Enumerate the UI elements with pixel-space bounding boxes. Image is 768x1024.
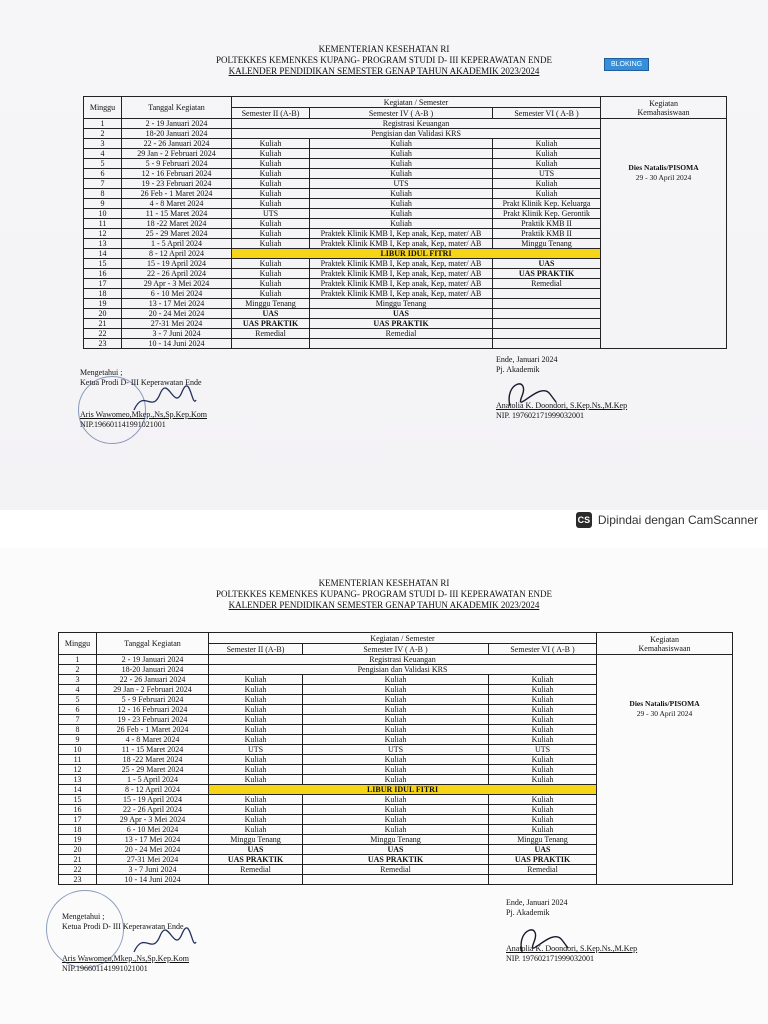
cell-minggu: 17 [84, 279, 122, 289]
cell-sem2: Kuliah [232, 219, 310, 229]
cell-sem4: UTS [303, 745, 489, 755]
cell-tanggal: 11 - 15 Maret 2024 [97, 745, 209, 755]
cell-sem6: UAS PRAKTIK [489, 855, 597, 865]
cell-sem6 [493, 339, 601, 349]
cell-minggu: 18 [84, 289, 122, 299]
scan-page-2 [0, 548, 768, 1024]
cell-minggu: 1 [84, 119, 122, 129]
cell-sem2: Kuliah [209, 825, 303, 835]
cell-sem6: Kuliah [489, 795, 597, 805]
cell-minggu: 13 [59, 775, 97, 785]
cell-minggu: 12 [59, 765, 97, 775]
cell-minggu: 20 [59, 845, 97, 855]
dies-natalis-title: Dies Natalis/PISOMA [629, 699, 700, 708]
cell-sem4 [303, 875, 489, 885]
cell-kegiatan-span: LIBUR IDUL FITRI [232, 249, 601, 259]
cell-kegiatan-span: Pengisian dan Validasi KRS [209, 665, 597, 675]
cell-tanggal: 18-20 Januari 2024 [122, 129, 232, 139]
cell-sem4: Praktek Klinik KMB I, Kep anak, Kep, mater/ AB [310, 289, 493, 299]
cell-sem2: UAS [232, 309, 310, 319]
cell-sem4: Kuliah [303, 675, 489, 685]
cell-sem6: Kuliah [489, 705, 597, 715]
cell-sem6: Minggu Tenang [493, 239, 601, 249]
signature-scribble [500, 372, 560, 412]
cell-sem4: Kuliah [303, 725, 489, 735]
cell-tanggal: 18 -22 Maret 2024 [97, 755, 209, 765]
cell-sem2: Kuliah [209, 685, 303, 695]
cell-sem4: UAS PRAKTIK [303, 855, 489, 865]
cell-tanggal: 6 - 10 Mei 2024 [122, 289, 232, 299]
cell-tanggal: 4 - 8 Maret 2024 [97, 735, 209, 745]
col-sem4: Semester IV ( A-B ) [303, 644, 489, 655]
cell-sem6: Praktik KMB II [493, 219, 601, 229]
cell-sem6: UAS [489, 845, 597, 855]
cell-tanggal: 25 - 29 Maret 2024 [122, 229, 232, 239]
col-kegiatan: Kegiatan / Semester [232, 97, 601, 108]
cell-sem2: Kuliah [232, 259, 310, 269]
cell-sem6: Praktik KMB II [493, 229, 601, 239]
cell-sem2 [209, 875, 303, 885]
cell-tanggal: 22 - 26 April 2024 [122, 269, 232, 279]
cell-tanggal: 5 - 9 Februari 2024 [97, 695, 209, 705]
cell-sem6 [493, 329, 601, 339]
cell-tanggal: 26 Feb - 1 Maret 2024 [97, 725, 209, 735]
cell-tanggal: 1 - 5 April 2024 [122, 239, 232, 249]
cell-sem2: Kuliah [209, 815, 303, 825]
document-header [0, 44, 768, 77]
cell-sem6 [493, 319, 601, 329]
cell-sem2: Kuliah [232, 149, 310, 159]
cell-sem2: Kuliah [232, 279, 310, 289]
cell-sem6: Remedial [493, 279, 601, 289]
cell-tanggal: 15 - 19 April 2024 [97, 795, 209, 805]
cell-tanggal: 3 - 7 Juni 2024 [97, 865, 209, 875]
col-minggu: Minggu [84, 97, 122, 119]
cell-kegiatan-span: Registrasi Keuangan [232, 119, 601, 129]
col-sem6: Semester VI ( A-B ) [489, 644, 597, 655]
cell-sem2: Kuliah [232, 159, 310, 169]
cell-tanggal: 5 - 9 Februari 2024 [122, 159, 232, 169]
cell-sem6: UTS [493, 169, 601, 179]
cell-minggu: 18 [59, 825, 97, 835]
dies-natalis-dates: 29 - 30 April 2024 [635, 173, 692, 182]
cell-kemahasiswaan [601, 119, 727, 349]
dies-natalis-note [598, 655, 731, 719]
cell-sem4: Kuliah [303, 775, 489, 785]
cell-tanggal: 25 - 29 Maret 2024 [97, 765, 209, 775]
cell-sem2 [232, 339, 310, 349]
cell-sem4: Praktek Klinik KMB I, Kep anak, Kep, mater/ AB [310, 259, 493, 269]
cell-minggu: 17 [59, 815, 97, 825]
cell-tanggal: 1 - 5 April 2024 [97, 775, 209, 785]
cell-sem6: Prakt Klinik Kep. Gerontik [493, 209, 601, 219]
cell-sem4: Praktek Klinik KMB I, Kep anak, Kep, mater/ AB [310, 279, 493, 289]
table-row [59, 655, 733, 665]
cell-minggu: 21 [59, 855, 97, 865]
col-minggu: Minggu [59, 633, 97, 655]
cell-sem6: Kuliah [489, 715, 597, 725]
cell-minggu: 7 [84, 179, 122, 189]
cell-sem2: Kuliah [209, 735, 303, 745]
cell-minggu: 10 [84, 209, 122, 219]
col-tanggal: Tanggal Kegiatan [122, 97, 232, 119]
cell-kegiatan-span: Pengisian dan Validasi KRS [232, 129, 601, 139]
cell-sem4: Kuliah [303, 805, 489, 815]
cell-minggu: 7 [59, 715, 97, 725]
cell-sem6: Minggu Tenang [489, 835, 597, 845]
cell-sem4: Kuliah [310, 139, 493, 149]
cell-tanggal: 18 -22 Maret 2024 [122, 219, 232, 229]
cell-tanggal: 20 - 24 Mei 2024 [122, 309, 232, 319]
cell-sem2: UAS PRAKTIK [232, 319, 310, 329]
cell-sem4 [310, 339, 493, 349]
cell-tanggal: 22 - 26 April 2024 [97, 805, 209, 815]
cell-minggu: 23 [84, 339, 122, 349]
cell-tanggal: 22 - 26 Januari 2024 [97, 675, 209, 685]
cell-sem6: Kuliah [489, 765, 597, 775]
cell-minggu: 3 [84, 139, 122, 149]
signature-right: Ende, Januari 2024 Pj. Akademik Anatolia K. Doondori, S.Kep.Ns.,M.Kep NIP. 197602171999032001 [506, 898, 638, 963]
cell-minggu: 12 [84, 229, 122, 239]
calendar-table [58, 632, 733, 885]
cell-minggu: 22 [59, 865, 97, 875]
cell-sem2: Minggu Tenang [232, 299, 310, 309]
cell-sem6: Kuliah [493, 139, 601, 149]
cell-minggu: 20 [84, 309, 122, 319]
cell-sem2: Kuliah [232, 289, 310, 299]
cell-sem6: Kuliah [493, 179, 601, 189]
cell-sem6: Kuliah [489, 815, 597, 825]
cell-sem2: Kuliah [232, 139, 310, 149]
header-calendar-title: KALENDER PENDIDIKAN SEMESTER GENAP TAHUN AKADEMIK 2023/2024 [228, 66, 540, 76]
cell-minggu: 10 [59, 745, 97, 755]
col-sem2: Semester II (A-B) [232, 108, 310, 119]
cell-minggu: 6 [59, 705, 97, 715]
col-sem4: Semester IV ( A-B ) [310, 108, 493, 119]
cell-sem2: Kuliah [209, 755, 303, 765]
cell-minggu: 9 [84, 199, 122, 209]
cell-sem6: Kuliah [489, 675, 597, 685]
cell-tanggal: 15 - 19 April 2024 [122, 259, 232, 269]
cell-minggu: 14 [84, 249, 122, 259]
cell-sem6: Kuliah [489, 805, 597, 815]
cell-tanggal: 26 Feb - 1 Maret 2024 [122, 189, 232, 199]
dies-natalis-title: Dies Natalis/PISOMA [628, 163, 699, 172]
cell-sem6: Prakt Klinik Kep. Keluarga [493, 199, 601, 209]
cell-sem4: Kuliah [310, 169, 493, 179]
document-header [0, 578, 768, 611]
cell-tanggal: 12 - 16 Februari 2024 [97, 705, 209, 715]
cell-sem4: Minggu Tenang [303, 835, 489, 845]
cell-sem2: Kuliah [232, 239, 310, 249]
cell-minggu: 2 [84, 129, 122, 139]
cell-sem4: Kuliah [303, 685, 489, 695]
cell-tanggal: 19 - 23 Februari 2024 [97, 715, 209, 725]
cell-minggu: 22 [84, 329, 122, 339]
header-institution: POLTEKKES KEMENKES KUPANG- PROGRAM STUDI D- III KEPERAWATAN ENDE [216, 55, 552, 65]
cell-tanggal: 2 - 19 Januari 2024 [122, 119, 232, 129]
cell-minggu: 16 [84, 269, 122, 279]
cell-sem2: Kuliah [232, 179, 310, 189]
cell-sem2: Kuliah [209, 795, 303, 805]
cell-minggu: 11 [59, 755, 97, 765]
col-sem6: Semester VI ( A-B ) [493, 108, 601, 119]
cell-sem6: Kuliah [489, 825, 597, 835]
calendar-body [59, 655, 733, 885]
cell-sem6: Kuliah [493, 159, 601, 169]
cell-sem2: UAS PRAKTIK [209, 855, 303, 865]
cell-kemahasiswaan [597, 655, 733, 885]
cell-minggu: 6 [84, 169, 122, 179]
col-kemahasiswaan: Kegiatan Kemahasiswaan [597, 633, 733, 655]
cell-sem4: Kuliah [310, 149, 493, 159]
signature-left: Mengetahui ; Ketua Prodi D- III Keperawatan Ende Aris Wawomeo,Mkep.,Ns,Sp.Kep.Kom NIP.196601141991021001 [62, 912, 189, 973]
cell-sem2: Kuliah [209, 725, 303, 735]
cell-sem2: Kuliah [209, 765, 303, 775]
cell-sem2: Kuliah [209, 775, 303, 785]
cell-sem2: Kuliah [209, 715, 303, 725]
cell-sem6: Kuliah [489, 685, 597, 695]
calendar-table [83, 96, 727, 349]
cell-sem4: Kuliah [310, 159, 493, 169]
cell-sem6: Kuliah [489, 725, 597, 735]
cell-minggu: 1 [59, 655, 97, 665]
cell-tanggal: 18-20 Januari 2024 [97, 665, 209, 675]
cell-tanggal: 3 - 7 Juni 2024 [122, 329, 232, 339]
cell-minggu: 3 [59, 675, 97, 685]
cell-sem4: UAS PRAKTIK [310, 319, 493, 329]
cell-minggu: 15 [59, 795, 97, 805]
cell-tanggal: 4 - 8 Maret 2024 [122, 199, 232, 209]
cell-sem6 [493, 299, 601, 309]
cell-minggu: 21 [84, 319, 122, 329]
cell-sem2: UTS [209, 745, 303, 755]
cell-tanggal: 10 - 14 Juni 2024 [122, 339, 232, 349]
bloking-badge: BLOKING [604, 58, 649, 71]
cell-kegiatan-span: Registrasi Keuangan [209, 655, 597, 665]
calendar-body [84, 119, 727, 349]
cell-tanggal: 29 Jan - 2 Februari 2024 [97, 685, 209, 695]
cell-sem4: Kuliah [303, 825, 489, 835]
cell-sem4: UAS [303, 845, 489, 855]
cell-sem4: Praktek Klinik KMB I, Kep anak, Kep, mater/ AB [310, 239, 493, 249]
cell-tanggal: 29 Apr - 3 Mei 2024 [122, 279, 232, 289]
cell-sem6: Kuliah [489, 695, 597, 705]
cell-minggu: 14 [59, 785, 97, 795]
signature-scribble [130, 384, 200, 420]
dies-natalis-note [602, 119, 725, 183]
cell-sem4: Kuliah [303, 695, 489, 705]
cell-minggu: 8 [84, 189, 122, 199]
cell-sem4: Praktek Klinik KMB I, Kep anak, Kep, mater/ AB [310, 269, 493, 279]
cell-sem6: Kuliah [489, 775, 597, 785]
cell-sem6 [493, 309, 601, 319]
cell-sem2: Minggu Tenang [209, 835, 303, 845]
cell-tanggal: 29 Apr - 3 Mei 2024 [97, 815, 209, 825]
cell-tanggal: 20 - 24 Mei 2024 [97, 845, 209, 855]
cell-minggu: 5 [84, 159, 122, 169]
cell-sem2: UTS [232, 209, 310, 219]
cell-sem4: Kuliah [303, 735, 489, 745]
cell-tanggal: 2 - 19 Januari 2024 [97, 655, 209, 665]
cell-tanggal: 13 - 17 Mei 2024 [122, 299, 232, 309]
header-ministry: KEMENTERIAN KESEHATAN RI [318, 44, 450, 54]
cell-tanggal: 11 - 15 Maret 2024 [122, 209, 232, 219]
cell-sem6: Remedial [489, 865, 597, 875]
cell-sem4: Minggu Tenang [310, 299, 493, 309]
cell-tanggal: 8 - 12 April 2024 [122, 249, 232, 259]
camscanner-watermark: CS Dipindai dengan CamScanner [577, 513, 758, 527]
cell-minggu: 5 [59, 695, 97, 705]
camscanner-icon: CS [576, 512, 592, 528]
cell-minggu: 2 [59, 665, 97, 675]
cell-minggu: 15 [84, 259, 122, 269]
cell-sem2: Kuliah [232, 269, 310, 279]
cell-sem4: Kuliah [310, 209, 493, 219]
cell-tanggal: 29 Jan - 2 Februari 2024 [122, 149, 232, 159]
cell-minggu: 19 [59, 835, 97, 845]
cell-sem4: Kuliah [310, 199, 493, 209]
cell-sem2: Kuliah [209, 805, 303, 815]
cell-sem6: UAS PRAKTIK [493, 269, 601, 279]
cell-sem2: Kuliah [232, 189, 310, 199]
signature-scribble [130, 926, 200, 962]
cell-minggu: 4 [84, 149, 122, 159]
header-institution: POLTEKKES KEMENKES KUPANG- PROGRAM STUDI D- III KEPERAWATAN ENDE [216, 589, 552, 599]
cell-minggu: 4 [59, 685, 97, 695]
cell-tanggal: 22 - 26 Januari 2024 [122, 139, 232, 149]
cell-sem6: Kuliah [493, 189, 601, 199]
cell-sem4: Kuliah [303, 755, 489, 765]
cell-sem2: Kuliah [209, 695, 303, 705]
header-ministry: KEMENTERIAN KESEHATAN RI [318, 578, 450, 588]
cell-sem6 [489, 875, 597, 885]
cell-minggu: 23 [59, 875, 97, 885]
cell-sem6: UTS [489, 745, 597, 755]
cell-tanggal: 27-31 Mei 2024 [97, 855, 209, 865]
signature-left: Mengetahui ; Ketua Prodi D- III Keperawatan Ende Aris Wawomeo,Mkep.,Ns,Sp.Kep.Kom NIP.196601141991021001 [80, 368, 207, 429]
cell-sem6: Kuliah [489, 755, 597, 765]
cell-sem6 [493, 289, 601, 299]
cell-kegiatan-span: LIBUR IDUL FITRI [209, 785, 597, 795]
cell-sem4: Kuliah [303, 715, 489, 725]
cell-minggu: 11 [84, 219, 122, 229]
cell-sem6: Kuliah [493, 149, 601, 159]
col-sem2: Semester II (A-B) [209, 644, 303, 655]
cell-sem4: Remedial [303, 865, 489, 875]
cell-sem4: Kuliah [310, 219, 493, 229]
cell-sem4: UTS [310, 179, 493, 189]
cell-sem4: Kuliah [303, 765, 489, 775]
signature-scribble [512, 918, 572, 958]
col-kemahasiswaan: Kegiatan Kemahasiswaan [601, 97, 727, 119]
cell-sem4: Kuliah [303, 795, 489, 805]
cell-tanggal: 27-31 Mei 2024 [122, 319, 232, 329]
cell-minggu: 16 [59, 805, 97, 815]
cell-sem6: UAS [493, 259, 601, 269]
cell-sem2: Remedial [209, 865, 303, 875]
scan-page-1 [0, 0, 768, 510]
cell-tanggal: 12 - 16 Februari 2024 [122, 169, 232, 179]
official-stamp [46, 890, 124, 968]
cell-tanggal: 13 - 17 Mei 2024 [97, 835, 209, 845]
signature-right: Ende, Januari 2024 Pj. Akademik Anatolia K. Doondori, S.Kep.Ns.,M.Kep NIP. 197602171999032001 [496, 355, 628, 420]
cell-sem2: Kuliah [232, 229, 310, 239]
cell-sem2: Kuliah [209, 705, 303, 715]
dies-natalis-dates: 29 - 30 April 2024 [636, 709, 693, 718]
cell-sem4: Kuliah [303, 815, 489, 825]
cell-sem2: UAS [209, 845, 303, 855]
cell-minggu: 19 [84, 299, 122, 309]
cell-sem2: Kuliah [232, 199, 310, 209]
cell-minggu: 13 [84, 239, 122, 249]
header-calendar-title: KALENDER PENDIDIKAN SEMESTER GENAP TAHUN AKADEMIK 2023/2024 [228, 600, 540, 610]
cell-sem2: Remedial [232, 329, 310, 339]
cell-tanggal: 8 - 12 April 2024 [97, 785, 209, 795]
cell-sem4: Kuliah [310, 189, 493, 199]
cell-sem2: Kuliah [232, 169, 310, 179]
col-tanggal: Tanggal Kegiatan [97, 633, 209, 655]
cell-sem4: Praktek Klinik KMB I, Kep anak, Kep, mater/ AB [310, 229, 493, 239]
cell-sem6: Kuliah [489, 735, 597, 745]
cell-minggu: 8 [59, 725, 97, 735]
cell-sem2: Kuliah [209, 675, 303, 685]
cell-minggu: 9 [59, 735, 97, 745]
cell-sem4: Remedial [310, 329, 493, 339]
cell-sem4: Kuliah [303, 705, 489, 715]
table-row [84, 119, 727, 129]
cell-sem4: UAS [310, 309, 493, 319]
cell-tanggal: 10 - 14 Juni 2024 [97, 875, 209, 885]
cell-tanggal: 19 - 23 Februari 2024 [122, 179, 232, 189]
cell-tanggal: 6 - 10 Mei 2024 [97, 825, 209, 835]
col-kegiatan: Kegiatan / Semester [209, 633, 597, 644]
